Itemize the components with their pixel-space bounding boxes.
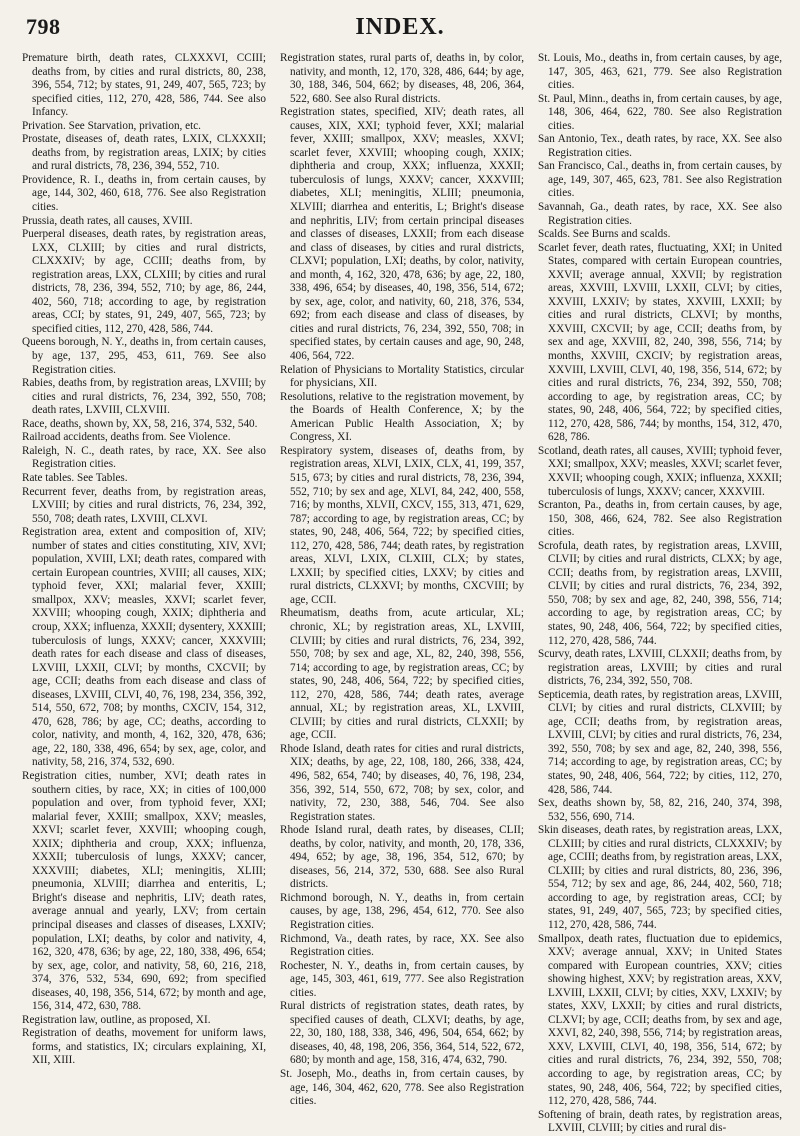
- index-entry: Registration states, specified, XIV; death rates, all causes, XIX, XXI; typhoid fever, XXI; malarial fever, XXIII; smallpox, XXV; measles, XXVI; scarlet fever, XXVIII; whooping cough, XXIX; diphtheria and croup, XXX; influenza, XXXII; tuberculosis of lungs, XXXV; cancer, XXXVIII; diabetes, XLI; meningitis, XLIII; pneumonia, XLVIII; diarrhea and enteritis, L; Bright's disease and nephritis, LIV; from certain principal diseases and classes of diseases, LXXII; from each disease and class of diseases, by cities and rural districts, CLXVI; population, LXI; deaths, by color, nativity, and month, 4, 162, 320, 478, 636; by age, 22, 180, 338, 496, 654; by diseases, 40, 198, 356, 514, 672; by sex, age, color, and nativity, 60, 218, 376, 534, 692; from each disease and class of diseases, by cities and rural districts, 76, 234, 392, 550, 708; in specified states, by certain causes and age, 90, 248, 406, 564, 722.: [280, 106, 524, 363]
- index-entry: Raleigh, N. C., death rates, by race, XX. See also Registration cities.: [22, 444, 266, 471]
- index-entry: Scalds. See Burns and scalds.: [538, 228, 671, 241]
- index-entry: Rural districts of registration states, death rates, by specified causes of death, CLXVI; deaths, by age, 22, 30, 180, 188, 338, 346, 496, 504, 654, 662; by diseases, 40, 48, 198, 206, 356, 364, 514, 522, 672, 680; by month and age, 158, 316, 474, 632, 790.: [280, 1000, 524, 1067]
- index-entry: Puerperal diseases, death rates, by registration areas, LXX, CLXIII; by cities and rural districts, CLXXXIV; by age, CCIII; deaths from, by registration areas, LXX, CLXIII; by cities and rural districts, 78, 236, 394, 552, 710; by age, 86, 244, 402, 560, 718; according to age, by registration areas, CCI; by states, 91, 249, 407, 565, 723; by specified cities, 112, 270, 428, 586, 744.: [22, 228, 266, 335]
- index-entry: Registration cities, number, XVI; death rates in southern cities, by race, XX; in cities of 100,000 population and over, from typhoid fever, XXI; malarial fever, XXIII; smallpox, XXV; measles, XXVI; scarlet fever, XXVIII; whooping cough, XXIX; diphtheria and croup, XXX; influenza, XXXII; tuberculosis of lungs, XXXV; cancer, XXXVIII; diabetes, XLI; meningitis, XLIII; pneumonia, XLVIII; diarrhea and enteritis, L; Bright's disease and nephritis, LIV; death rates, average annual and yearly, LXV; from certain principal diseases and classes of diseases, LXXIV; population, LXI; deaths, by color and nativity, 4, 162, 320, 478, 636; by age, 22, 180, 338, 496, 654; by sex, age, color, and nativity, 58, 60, 216, 218, 374, 376, 532, 534, 690, 692; from specified diseases, 40, 198, 356, 514, 672; by month and age, 156, 314, 472, 630, 788.: [22, 769, 266, 1013]
- index-entry: Scrofula, death rates, by registration areas, LXVIII, CLVII; by cities and rural districts, CLXX; by age, CCII; deaths from, by registration areas, LXVIII, CLVII; by cities and rural districts, 76, 234, 392, 550, 708; by sex and age, 82, 240, 398, 556, 714; according to age, by registration areas, CC; by states, 90, 248, 406, 564, 722; by specified cities, 112, 270, 428, 586, 744.: [538, 539, 782, 647]
- index-entry: St. Paul, Minn., deaths in, from certain causes, by age, 148, 306, 464, 622, 780. See also Registration cities.: [538, 92, 782, 132]
- index-columns: [22, 52, 782, 1135]
- index-entry: Railroad accidents, deaths from. See Violence.: [22, 431, 231, 444]
- index-entry: Smallpox, death rates, fluctuation due to epidemics, XXV; average annual, XXV; in United States compared with European countries, XXV; cities showing highest, XXV; by registration areas, XXV, LXVIII, LXXII, CLVI; by cities, XXV, LXXIV; by states, XXV, LXXII; by cities and rural districts, CLXVI; by age, CCII; deaths from, by sex and age, XXVI, 82, 240, 398, 556, 714; by registration areas, XXV, LXVIII, CLVI, 40, 198, 356, 514, 672; by cities and rural districts, 76, 234, 392, 550, 708; according to age, by registration areas, CC; by states, 90, 248, 406, 564, 722; by specified cities, 112, 270, 428, 586, 744.: [538, 932, 782, 1108]
- index-entry: Recurrent fever, deaths from, by registration areas, LXVIII; by cities and rural districts, 76, 234, 392, 550, 708; death rates, LXVIII, CLXVI.: [22, 485, 266, 525]
- index-entry: St. Joseph, Mo., deaths in, from certain causes, by age, 146, 304, 462, 620, 778. See also Registration cities.: [280, 1068, 524, 1108]
- index-entry: Scranton, Pa., deaths in, from certain causes, by age, 150, 308, 466, 624, 782. See also Registration cities.: [538, 499, 782, 539]
- index-entry: Providence, R. I., deaths in, from certain causes, by age, 144, 302, 460, 618, 776. See also Registration cities.: [22, 173, 266, 214]
- index-entry: Rhode Island, death rates for cities and rural districts, XIX; deaths, by age, 22, 108, 180, 266, 338, 424, 496, 582, 654, 740; by diseases, 40, 76, 198, 234, 356, 392, 514, 550, 672, 708; by sex, color, and nativity, 72, 230, 388, 546, 704. See also Registration states.: [280, 742, 524, 823]
- index-entry: Respiratory system, diseases of, deaths from, by registration areas, XLVI, LXIX, CLX, 41, 199, 357, 515, 673; by cities and rural districts, 78, 236, 394, 552, 710; by sex and age, XLVI, 84, 242, 400, 558, 716; by months, XLVII, CXCV, 155, 313, 471, 629, 787; according to age, by registration areas, CC; by states, 90, 248, 406, 564, 722; by specified cities, 112, 270, 428, 586, 744; death rates, by registration areas, XLVI, LXIX, CLXIII, CLX; by states, LXXII; by specified cities, LXXV; by cities and rural districts, CLXXVI; by months, CXCVIII; by age, CCII.: [280, 444, 524, 606]
- index-entry: Septicemia, death rates, by registration areas, LXVIII, CLVI; by cities and rural districts, CLXVIII; by age, CCII; deaths from, by registration areas, LXVIII, CLVI; by cities and rural districts, 76, 234, 392, 550, 708; by sex and age, 82, 240, 398, 556, 714; according to age, by registration areas, CC; by states, 90, 248, 406, 564, 722; by cities, 112, 270, 428, 586, 744.: [538, 688, 782, 796]
- index-entry: Rhode Island rural, death rates, by diseases, CLII; deaths, by color, nativity, and month, 20, 178, 336, 494, 652; by age, 38, 196, 354, 512, 670; by diseases, 56, 214, 372, 530, 688. See also Rural districts.: [280, 824, 524, 891]
- index-entry: Registration of deaths, movement for uniform laws, forms, and statistics, IX; circulars explaining, XI, XII, XIII.: [22, 1027, 266, 1067]
- index-entry: Skin diseases, death rates, by registration areas, LXX, CLXIII; by cities and rural districts, CLXXXIV; by age, CCIII; deaths from, by registration areas, LXX, CLXIII; by cities and rural districts, 80, 236, 396, 554, 712; by sex and age, 86, 244, 402, 560, 718; according to age, by registration areas, CCI; by states, 91, 249, 407, 565, 723; by specified cities, 112, 270, 428, 586, 744.: [538, 824, 782, 931]
- page-title: INDEX.: [355, 14, 445, 40]
- index-column-2: [280, 52, 524, 1108]
- index-entry: Softening of brain, death rates, by registration areas, LXVIII, CLVIII; by cities and rural dis-: [538, 1108, 782, 1135]
- index-entry: Rochester, N. Y., deaths in, from certain causes, by age, 145, 303, 461, 619, 777. See also Registration cities.: [280, 959, 524, 999]
- index-entry: Resolutions, relative to the registration movement, by the Boards of Health Conference, X; by the American Public Health Association, X; by Congress, XI.: [280, 390, 524, 444]
- index-column-3: [538, 52, 782, 1135]
- index-entry: Rheumatism, deaths from, acute articular, XL; chronic, XL; by registration areas, XL, LXVIII, CLVIII; by cities and rural districts, 76, 234, 392, 550, 708; by sex and age, XL, 82, 240, 398, 556, 714; according to age, by registration areas, CC; by states, 90, 248, 406, 564, 722; by specified cities, 112, 270, 428, 586, 744; death rates, average annual, XL; by registration areas, XL, LXVIII, CLVIII; by cities and rural districts, CLXXII; by age, CCII.: [280, 607, 524, 742]
- index-entry: Richmond borough, N. Y., deaths in, from certain causes, by age, 138, 296, 454, 612, 770. See also Registration cities.: [280, 891, 524, 931]
- index-entry: Relation of Physicians to Mortality Statistics, circular for physicians, XII.: [280, 363, 524, 390]
- index-entry: Richmond, Va., death rates, by race, XX. See also Registration cities.: [280, 932, 524, 959]
- index-entry: Savannah, Ga., death rates, by race, XX. See also Registration cities.: [538, 201, 782, 227]
- index-entry: St. Louis, Mo., deaths in, from certain causes, by age, 147, 305, 463, 621, 779. See also Registration cities.: [538, 52, 782, 92]
- index-entry: Registration states, rural parts of, deaths in, by color, nativity, and month, 12, 170, 328, 486, 644; by age, 30, 188, 346, 504, 662; by diseases, 48, 206, 364, 522, 680. See also Rural districts.: [280, 52, 524, 105]
- index-entry: San Francisco, Cal., deaths in, from certain causes, by age, 149, 307, 465, 623, 781. See also Registration cities.: [538, 160, 782, 200]
- index-entry: Queens borough, N. Y., deaths in, from certain causes, by age, 137, 295, 453, 611, 769. See also Registration cities.: [22, 336, 266, 376]
- index-entry: San Antonio, Tex., death rates, by race, XX. See also Registration cities.: [538, 133, 782, 159]
- index-entry: Scotland, death rates, all causes, XVIII; typhoid fever, XXI; smallpox, XXV; measles, XXVI; scarlet fever, XXVII; whooping cough, XXIX; influenza, XXXII; tuberculosis of lungs, XXXV; cancer, XXXVIII.: [538, 444, 782, 498]
- index-entry: Rabies, deaths from, by registration areas, LXVIII; by cities and rural districts, 76, 234, 392, 550, 708; death rates, LXVIII, CLXVIII.: [22, 377, 266, 417]
- page-number: 798: [26, 14, 61, 39]
- index-entry: Prussia, death rates, all causes, XVIII.: [22, 214, 193, 227]
- index-entry: Scurvy, death rates, LXVIII, CLXXII; deaths from, by registration areas, LXVIII; by cities and rural districts, 76, 234, 392, 550, 708.: [538, 648, 782, 688]
- index-entry: Sex, deaths shown by, 58, 82, 216, 240, 374, 398, 532, 556, 690, 714.: [538, 797, 782, 823]
- index-entry: Scarlet fever, death rates, fluctuating, XXI; in United States, compared with certain European countries, XXVII; average annual, XXVII; by registration areas, XXVIII, LXVIII, LXXII, CLVI; by cities, XXVIII, LXXIV; by states, XXVIII, LXXII; by cities and rural districts, CLXVI; by months, XXVIII, CXCVII; by age, CCII; deaths from, by sex and age, XXVIII, 82, 240, 398, 556, 714; by months, XXVIII, CXCIV; by registration areas, XXVIII, LXVIII, CLVI, 40, 198, 356, 514, 672; by cities and rural districts, 76, 234, 392, 550, 708; according to age, by registration areas, CC; by states, 90, 248, 406, 564, 722; by specified cities, 112, 270, 428, 586, 744; by months, 154, 312, 470, 628, 786.: [538, 241, 782, 444]
- index-entry: Race, deaths, shown by, XX, 58, 216, 374, 532, 540.: [22, 417, 258, 430]
- index-entry: Prostate, diseases of, death rates, LXIX, CLXXXII; deaths from, by registration areas, LXIX; by cities and rural districts, 78, 236, 394, 552, 710.: [22, 133, 266, 173]
- index-column-1: [22, 52, 266, 1082]
- index-entry: Registration law, outline, as proposed, XI.: [22, 1013, 211, 1026]
- index-entry: Privation. See Starvation, privation, etc.: [22, 119, 201, 132]
- index-entry: Rate tables. See Tables.: [22, 471, 128, 484]
- index-entry: Registration area, extent and composition of, XIV; number of states and cities constituting, XIV, XVI; population, XVIII, LXI; death rates, compared with certain European countries, XVIII; all causes, XIX; typhoid fever, XXI; malarial fever, XXIII; smallpox, XXV; measles, XXVI; scarlet fever, XXVIII; whooping cough, XXIX; diphtheria and croup, XXX; influenza, XXXII; dysentery, XXXIII; tuberculosis of lungs, XXXV; cancer, XXXVIII; death rates for each disease and class of diseases, LXVIII, LXXII, CLVI; by months, CXCVII; by age, CCII; deaths from each disease and class of diseases, LXVIII, CLVI, 40, 76, 198, 234, 356, 392, 514, 550, 672, 708; by months, CXCIV, 154, 312, 470, 628, 786; by age, CC; deaths, according to color, nativity, and month, 4, 162, 320, 478, 636; age, 22, 180, 338, 496, 654; by sex, age, color, and nativity, 58, 216, 374, 532, 690.: [22, 526, 266, 769]
- index-entry: Premature birth, death rates, CLXXXVI, CCIII; deaths from, by cities and rural districts, 80, 238, 396, 554, 712; by states, 91, 249, 407, 565, 723; by specified cities, 112, 270, 428, 586, 744. See also Infancy.: [22, 52, 266, 119]
